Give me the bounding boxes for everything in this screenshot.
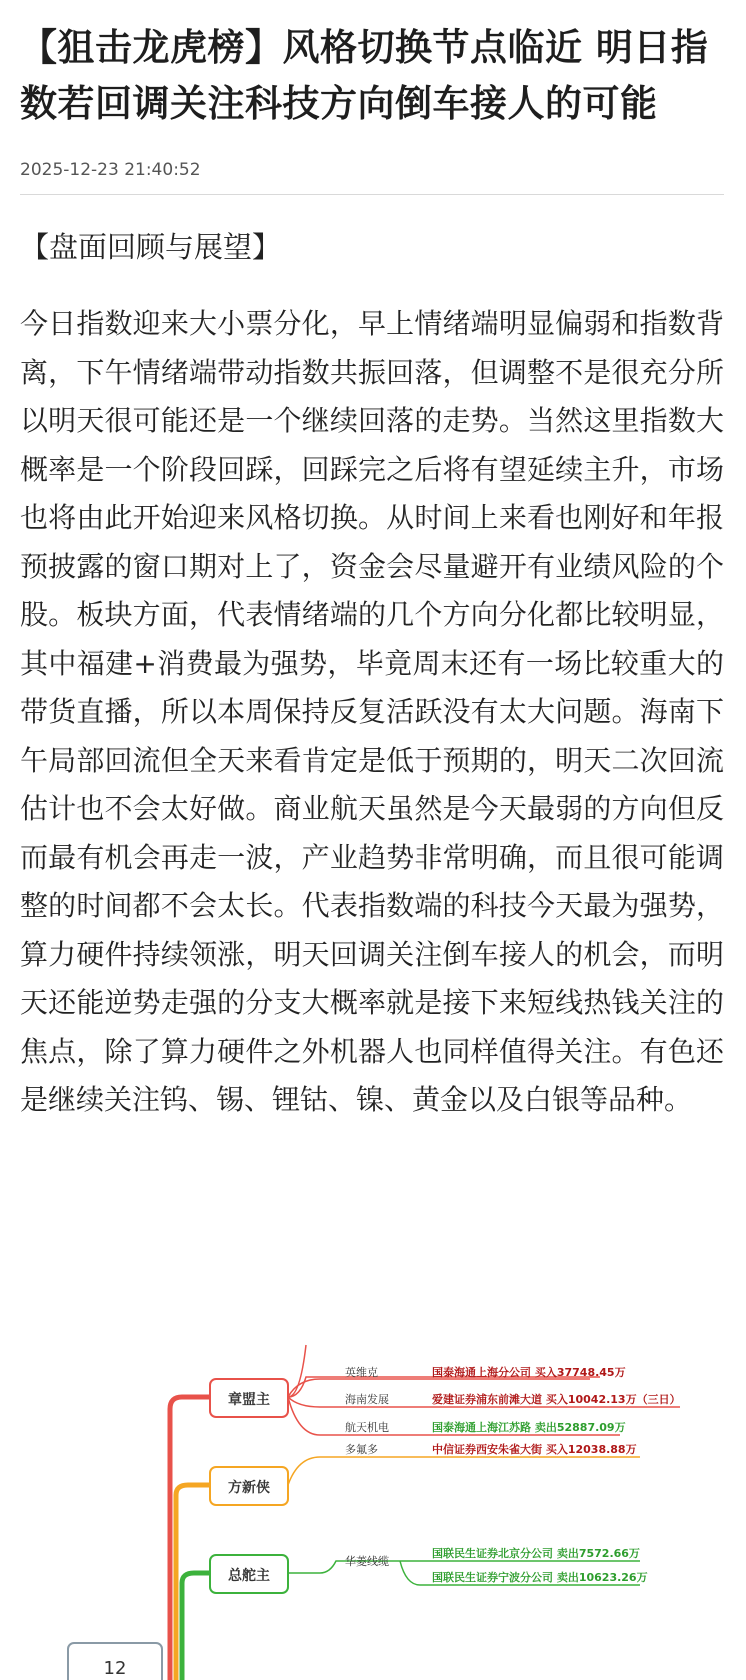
trade-detail: 中信证券西安朱雀大街 买入12038.88万 — [432, 1443, 637, 1456]
stock-name: 英维克 — [345, 1366, 378, 1379]
trade-detail: 国泰海通上海分公司 买入37748.45万 — [432, 1366, 626, 1379]
section-heading: 【盘面回顾与展望】 — [20, 230, 282, 264]
stock-name: 航天机电 — [345, 1421, 389, 1434]
leaf-line-1-0 — [288, 1457, 640, 1485]
trunk-red — [162, 1397, 210, 1680]
article — [20, 0, 724, 1125]
stock-name: 海南发展 — [345, 1393, 389, 1406]
branch-label-fangxinxia: 方新侠 — [228, 1480, 270, 1496]
branch-label-zhangmengzhu: 章盟主 — [228, 1392, 270, 1408]
branch-label-zongduozhu: 总舵主 — [228, 1568, 270, 1584]
trade-detail: 国泰海通上海江苏路 卖出52887.09万 — [432, 1421, 626, 1434]
trade-detail: 爱建证券浦东前滩大道 买入10042.13万（三日） — [432, 1393, 681, 1406]
trunk-green — [174, 1573, 210, 1680]
article-title: 【狙击龙虎榜】风格切换节点临近 明日指数若回调关注科技方向倒车接人的可能 — [20, 26, 709, 125]
article-body: 今日指数迎来大小票分化，早上情绪端明显偏弱和指数背离，下午情绪端带动指数共振回落，但调整不是很充分所以明天很可能还是一个继续回落的走势。当然这里指数大概率是一个阶段回踩，回踩完之后将有望延续主升，市场也将由此开始迎来风格切换。从时间上来看也刚好和年报预披露的窗口期对上了，资金会尽量避开有业绩风险的个股。板块方面，代表情绪端的几个方向分化都比较明显，其中福建+消费最为强势，毕竟周末还有一场比较重大的带货直播，所以本周保持反复活跃没有太大问题。海南下午局部回流但全天来看肯定是低于预期的，明天二次回流估计也不会太好做。商业航天虽然是今天最弱的方向但反而最有机会再走一波，产业趋势非常明确，而且很可能调整的时间都不会太长。代表指数端的科技今天最为强势，算力硬件持续领涨，明天回调关注倒车接人的机会，而明天还能逆势走强的分支大概率就是接下来短线热钱关注的焦点，除了算力硬件之外机器人也同样值得关注。有色还是继续关注钨、锡、锂钴、镍、黄金以及白银等品种。 — [20, 307, 724, 1116]
trade-detail: 国联民生证券宁波分公司 卖出10623.26万 — [432, 1571, 648, 1584]
stock-name: 多氟多 — [345, 1443, 378, 1456]
divider — [20, 194, 724, 195]
trunk-orange — [168, 1485, 210, 1680]
mindmap-root-label: 12 — [103, 1658, 127, 1679]
trade-detail: 国联民生证券北京分公司 卖出7572.66万 — [432, 1547, 640, 1560]
publish-datetime: 2025-12-23 21:40:52 — [20, 160, 201, 180]
dragon-tiger-mindmap — [0, 1366, 746, 1680]
stock-name: 华菱线缆 — [345, 1555, 389, 1568]
